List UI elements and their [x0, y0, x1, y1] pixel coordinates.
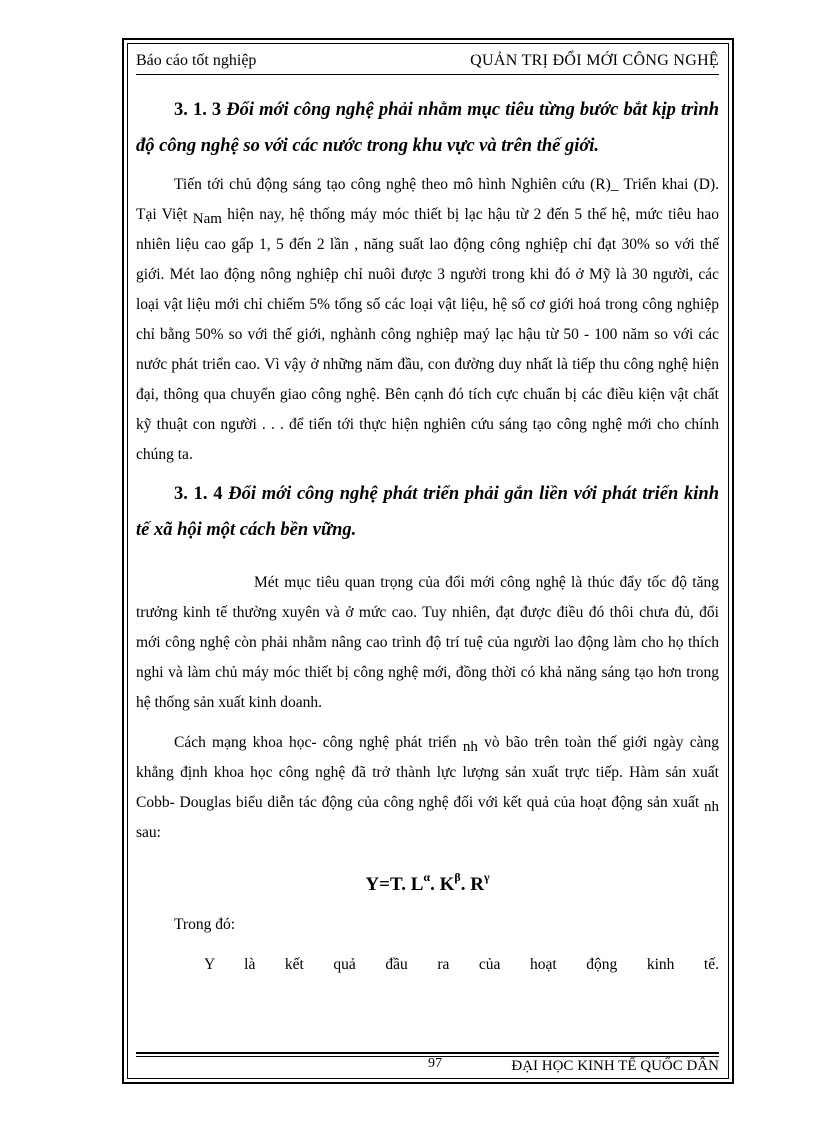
section-3-1-4-heading [136, 476, 719, 548]
paragraph-1 [136, 170, 719, 470]
formula-base-2: . K [430, 874, 455, 895]
footer-rule-thick [136, 1052, 719, 1054]
paragraph-3-text-b: vò bão trên toàn thế giới ngày càng khẳng định khoa học công nghệ đã trở thành lực lượng sản xuất trực tiếp. Hàm sản xuất Cobb- Douglas biểu diễn tác động của công nghệ đối với kết quả của hoạt động sản xuất [136, 734, 719, 811]
section-number: 3. 1. 3 [174, 100, 222, 120]
paragraph-3-subscript-1: nh [462, 739, 478, 755]
header-right-title: QUẢN TRỊ ĐỔI MỚI CÔNG NGHỆ [470, 52, 719, 69]
footer-institution: ĐẠI HỌC KINH TẾ QUỐC DÂN [511, 1058, 719, 1074]
formula-base-3: . R [460, 874, 484, 895]
paragraph-3-text-c: sau: [136, 824, 161, 841]
paragraph-1-text-a: Tiến tới chủ động sáng tạo công nghệ theo mô hình Nghiên cứu (R)_ Triển khai (D). Tại Việt [136, 176, 719, 223]
section-3-1-3-heading [136, 92, 719, 164]
page-header [136, 50, 719, 75]
paragraph-3 [136, 728, 719, 848]
page-number: 97 [428, 1056, 442, 1071]
section-title: Đổi mới công nghệ phải nhằm mục tiêu từng bước bắt kịp trình độ công nghệ so với các nước trong khu vực và trên thế giới. [136, 100, 720, 156]
section-title: Đổi mới công nghệ phát triển phải gắn liền với phát triển kinh tế xã hội một cách bền vững. [136, 484, 720, 540]
header-left-title: Báo cáo tốt nghiệp [136, 52, 257, 69]
cobb-douglas-formula [136, 870, 719, 896]
formula-exponent-gamma: γ [483, 870, 490, 884]
paragraph-1-text-b: hiện nay, hệ thống máy móc thiết bị lạc hậu từ 2 đến 5 thế hệ, mức tiêu hao nhiên liệu cao gấp 1, 5 đến 2 lần , năng suất lao động công nghiệp chỉ đạt 30% so với thế giới. Mét lao động nông nghiệp chỉ nuôi được 3 người trong khi đó ở Mỹ là 30 người, các loại vật liệu mới chỉ chiếm 5% tổng số các loại vật liệu, hệ số cơ giới hoá trong công nghiệp chỉ bằng 50% so với thế giới, nghành công nghiệp maý lạc hậu từ 50 - 100 năm so với các nước phát triển cao. Vì vậy ở những năm đầu, con đường duy nhất là tiếp thu công nghệ hiện đại, thông qua chuyển giao công nghệ. Bên cạnh đó tích cực chuẩn bị các điều kiện vật chất kỹ thuật con người . . . để tiến tới thực hiện nghiên cứu sáng tạo công nghệ mới cho chính chúng ta. [136, 206, 720, 463]
section-number: 3. 1. 4 [174, 484, 223, 504]
paragraph-3-subscript-2: nh [704, 799, 719, 815]
formula-base-1: Y=T. L [365, 874, 424, 895]
formula-exponent-alpha: α [423, 870, 431, 884]
paragraph-3-text-a: Cách mạng khoa học- công nghệ phát triển [174, 734, 457, 751]
page-content [136, 92, 719, 980]
paragraph-2: Mét mục tiêu quan trọng của đổi mới công nghệ là thúc đẩy tốc độ tăng trưởng kinh tế thường xuyên và ở mức cao. Tuy nhiên, đạt được điều đó thôi chưa đủ, đổi mới công nghệ còn phải nhằm nâng cao trình độ trí tuệ của người lao động làm cho họ thích nghi và làm chủ máy móc thiết bị công nghệ mới, đồng thời có khả năng sáng tạo hơn trong hệ thống sản xuất kinh doanh. [136, 574, 719, 711]
paragraph-1-subscript: Nam [192, 211, 222, 227]
formula-exponent-beta: β [454, 870, 461, 884]
definition-y: Y là kết quả đầu ra của hoạt động kinh tế. [204, 956, 719, 973]
where-label: Trong đó: [174, 916, 236, 933]
